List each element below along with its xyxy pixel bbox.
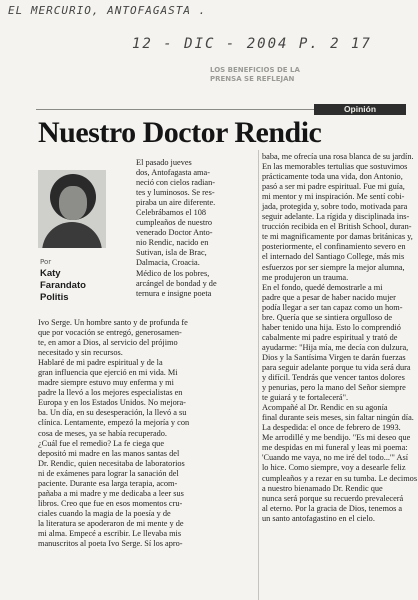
text-line: el internado del Santiago College, más mis: [262, 252, 405, 262]
text-line: venerado Doctor Anto-: [136, 228, 213, 238]
bleed-through-heading: LOS BENEFICIOS DE LA PRENSA SE REFLEJAN: [210, 66, 300, 83]
text-line: trucción recibida en el British School, duran-: [262, 222, 412, 232]
text-line: Sutivan, isla de Brac,: [136, 248, 207, 258]
text-line: Acompañé al Dr. Rendic en su agonía: [262, 403, 388, 413]
text-line: neció con cielos radian-: [136, 178, 216, 188]
text-line: Dr. Rendic, quien necesitaba de laboratorios: [38, 458, 185, 468]
column-divider: [258, 150, 259, 600]
text-line: ¿Cuál fue el remedio? La fe ciega que: [38, 438, 164, 448]
article-headline: Nuestro Doctor Rendic: [38, 116, 322, 149]
text-line: Ivo Serge. Un hombre santo y de profunda fe: [38, 318, 188, 327]
text-line: a nuestro bienamado Dr. Rendic que: [262, 483, 383, 493]
text-line: y difícil. Tendrás que vencer tantos dolores: [262, 373, 405, 383]
text-line: Europa y en los Estados Unidos. No mejora-: [38, 398, 186, 408]
text-line: nio Rendic, nacido en: [136, 238, 209, 248]
handwritten-date-note: 12 - DIC - 2004 P. 2 17: [132, 36, 372, 52]
text-line: posteriormente, el confinamiento severo en: [262, 242, 406, 252]
text-line: madre siempre estuvo muy enferma y mi: [38, 378, 174, 388]
text-line: cabalmente mi padre espiritual y trató de: [262, 332, 398, 342]
text-line: En las memorables tertulias que sostuvimos: [262, 162, 408, 172]
text-line: ayudarme: "Hija mía, me decía con dulzura,: [262, 342, 409, 352]
text-line: para seguir adelante porque tu vida será dura: [262, 362, 411, 372]
author-photo: [38, 170, 106, 248]
text-line: cosa de meses, ya se había recuperado.: [38, 428, 168, 438]
text-line: ternura e insigne poeta: [136, 288, 212, 298]
text-line: Me arrodillé y me bendijo. "Es mi deseo que: [262, 433, 411, 443]
text-line: padre que a pesar de haber nacido mujer: [262, 292, 396, 302]
text-line: seguir adelante. La rígida y disciplinada ins-: [262, 212, 410, 222]
text-line: libros. Creo que fue en esos momentos cru-: [38, 498, 183, 508]
text-line: La despedida: el once de febrero de 1993.: [262, 423, 401, 433]
text-line: me despidas en mi funeral y leas mi poema:: [262, 443, 408, 453]
text-line: la literatura se apoderaron de mi mente y de: [38, 518, 184, 528]
text-line: clínica. Lentamente, empezó la mejoría y con: [38, 418, 190, 428]
text-line: podía llegar a ser tan capaz como un hom-: [262, 302, 403, 312]
text-line: mi alma. Empecé a escribir. Le llevaba mis: [38, 528, 182, 538]
text-line: dos, Antofagasta ama-: [136, 168, 210, 178]
body-column-left: [38, 318, 258, 549]
text-line: gran influencia que ejerció en mi vida. Mi: [38, 368, 178, 378]
text-line: depositó mi madre en las manos santas del: [38, 448, 180, 458]
text-line: cumpleaños y a rezar en su tumba. Le decimos: [262, 473, 418, 483]
text-line: lo hice. Como siempre, voy a desearle feliz: [262, 463, 406, 473]
text-line: te guiará y te fortalecerá".: [262, 393, 349, 403]
section-label: Opinión: [314, 104, 406, 115]
author-name-line: Katy: [40, 268, 61, 279]
text-line: que por vocación se entregó, generosamen-: [38, 328, 182, 338]
text-line: Médico de los pobres,: [136, 268, 210, 278]
text-line: un santo antofagastino en el cielo.: [262, 513, 375, 523]
byline-label: Por: [40, 258, 52, 266]
text-line: necesitado y sin recursos.: [38, 348, 123, 358]
text-line: esfuerzos por ser siempre la mejor alumna,: [262, 262, 405, 272]
body-column-intro: [136, 158, 254, 299]
author-name: [40, 268, 120, 304]
text-line: te, en amor a Dios, al servicio del prójimo: [38, 338, 178, 348]
author-name-line: Farandato: [40, 280, 86, 291]
text-line: me produjeron un trauma.: [262, 272, 349, 282]
text-line: ciales cuando la magia de la poesía y de: [38, 508, 171, 518]
text-line: ba. Un día, en su desesperación, la llevó a su: [38, 408, 187, 418]
text-line: jada, protegida y, sobre todo, motivada para: [262, 202, 408, 212]
text-line: te mi magnificamente por damas británicas y,: [262, 232, 413, 242]
text-line: pañaba a mi madre y me dedicaba a leer sus: [38, 488, 184, 498]
text-line: El pasado jueves: [136, 158, 192, 167]
text-line: En el fondo, quedé demostrarle a mi: [262, 282, 383, 292]
text-line: y penurias, pero la mano del Señor siempre: [262, 383, 406, 393]
text-line: Dalmacia, Croacia.: [136, 258, 200, 268]
text-line: manuscritos al poeta Ivo Serge. Sí los apro-: [38, 539, 183, 549]
text-line: padre la llevó a los mejores especialistas en: [38, 388, 183, 398]
text-line: baba, me ofrecía una rosa blanca de su jardín.: [262, 152, 414, 161]
text-line: piraba un aire diferente.: [136, 198, 216, 208]
text-line: prácticamente toda una vida, don Antonio,: [262, 172, 403, 182]
text-line: haber tenido una hija. Esto lo comprendió: [262, 322, 401, 332]
text-line: final durante seis meses, sin faltar ningún día.: [262, 413, 414, 423]
text-line: arcángel de bondad y de: [136, 278, 217, 288]
text-line: cumpleaños de nuestro: [136, 218, 213, 228]
text-line: nunca será porque su recuerdo prevalecerá: [262, 493, 404, 503]
text-line: tes y luminosos. Se res-: [136, 188, 215, 198]
text-line: paciente. Durante esa larga terapia, acom-: [38, 478, 178, 488]
text-line: Dios y la Santísima Virgen te darán fuerzas: [262, 352, 406, 362]
text-line: Celebrábamos el 108: [136, 208, 207, 218]
text-line: Hablaré de mi padre espiritual y de la: [38, 358, 163, 368]
text-line: pasó a ser mi padre espiritual. Fue mi guía,: [262, 182, 405, 192]
text-line: bre. Quería que se sintiera orgulloso de: [262, 312, 393, 322]
text-line: 'Cuando me vaya, no me iré del todo...'" Así: [262, 453, 409, 463]
section-rule: [36, 109, 314, 110]
handwritten-source-note: EL MERCURIO, ANTOFAGASTA .: [8, 4, 207, 17]
body-column-right: [262, 152, 418, 524]
text-line: mi mentor y mi inspiración. Me sentí cobi-: [262, 192, 405, 202]
text-line: al eterno. Por la gracia de Dios, tenemos a: [262, 503, 403, 513]
text-line: ni de exámenes para lograr la sanación del: [38, 468, 179, 478]
author-name-line: Politis: [40, 292, 69, 303]
